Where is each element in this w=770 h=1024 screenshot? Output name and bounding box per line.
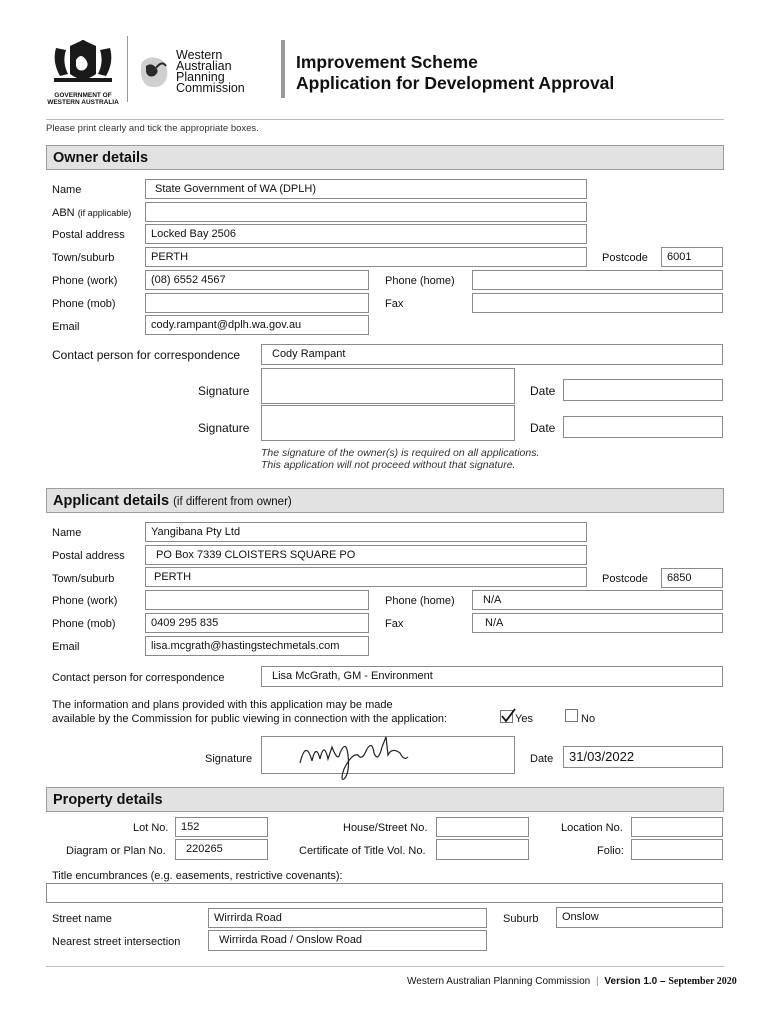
applicant-section-header [46, 488, 724, 513]
lot-field[interactable]: 152 [175, 817, 268, 837]
title-line1: Improvement Scheme [296, 52, 478, 72]
diagram-field[interactable]: 220265 [175, 839, 268, 860]
owner-postal-label: Postal address [52, 229, 125, 241]
property-section-header [46, 787, 724, 812]
applicant-signature-field[interactable] [261, 736, 515, 774]
owner-phone-home-label: Phone (home) [385, 275, 455, 287]
applicant-signature-label: Signature [205, 753, 253, 765]
diagram-label: Diagram or Plan No. [66, 845, 166, 857]
owner-date2-field[interactable] [563, 416, 723, 438]
applicant-section-title: Applicant details [53, 493, 170, 509]
applicant-phone-mob-label: Phone (mob) [52, 618, 116, 630]
owner-date1-label: Date [530, 384, 556, 398]
street-name-field[interactable]: Wirrirda Road [208, 908, 487, 928]
applicant-contact-field[interactable]: Lisa McGrath, GM - Environment [261, 666, 723, 687]
owner-postcode-field[interactable]: 6001 [661, 247, 723, 267]
consent-no-label: No [581, 713, 596, 725]
footer-separator: | [596, 976, 599, 987]
owner-section-title: Owner details [53, 150, 149, 166]
encumbrance-label: Title encumbrances (e.g. easements, restrictive covenants): [52, 870, 343, 882]
owner-abn-label [52, 206, 131, 220]
applicant-phone-home-label: Phone (home) [385, 595, 455, 607]
applicant-email-field[interactable]: lisa.mcgrath@hastingstechmetals.com [145, 636, 369, 656]
applicant-name-field[interactable]: Yangibana Pty Ltd [145, 522, 587, 542]
cert-field[interactable] [436, 839, 529, 860]
wapc-name-line4: Commission [176, 81, 245, 95]
owner-signature2-field[interactable] [261, 405, 515, 441]
applicant-phone-mob-field[interactable]: 0409 295 835 [145, 613, 369, 633]
consent-yes-label: Yes [515, 713, 533, 725]
house-label: House/Street No. [343, 822, 428, 834]
applicant-consent-line1: The information and plans provided with this application may be made [52, 699, 393, 711]
owner-email-field[interactable]: cody.rampant@dplh.wa.gov.au [145, 315, 369, 335]
applicant-phone-work-field[interactable] [145, 590, 369, 610]
owner-phone-work-field[interactable]: (08) 6552 4567 [145, 270, 369, 290]
owner-section-header [46, 145, 724, 170]
owner-phone-mob-label: Phone (mob) [52, 298, 116, 310]
applicant-date-label: Date [530, 753, 554, 765]
applicant-town-label: Town/suburb [52, 573, 115, 585]
intersection-field[interactable]: Wirrirda Road / Onslow Road [208, 930, 487, 951]
lot-label: Lot No. [133, 822, 169, 834]
suburb-label: Suburb [503, 913, 539, 925]
wapc-name-line1: Western [176, 48, 223, 62]
intersection-label: Nearest street intersection [52, 936, 181, 948]
house-field[interactable] [436, 817, 529, 837]
footer-rule [46, 966, 724, 967]
owner-date1-field[interactable] [563, 379, 723, 401]
wapc-logo-icon [136, 52, 172, 92]
property-section-title: Property details [53, 792, 163, 808]
gov-name-line2: WESTERN AUSTRALIA [47, 99, 119, 106]
applicant-date-field[interactable]: 31/03/2022 [563, 746, 723, 768]
applicant-phone-work-label: Phone (work) [52, 595, 118, 607]
applicant-consent-line2: available by the Commission for public viewing in connection with the application: [52, 713, 447, 725]
owner-signature2-label: Signature [198, 421, 250, 435]
instruction-text: Please print clearly and tick the appropriate boxes. [46, 123, 259, 134]
footer-text [407, 975, 737, 989]
owner-contact-label: Contact person for correspondence [52, 348, 241, 362]
owner-name-field[interactable]: State Government of WA (DPLH) [145, 179, 587, 199]
applicant-contact-label: Contact person for correspondence [52, 672, 225, 684]
owner-phone-mob-field[interactable] [145, 293, 369, 313]
encumbrance-field[interactable] [46, 883, 723, 903]
owner-signature-note-line1: The signature of the owner(s) is required on all applications. [261, 447, 540, 459]
owner-abn-field[interactable] [145, 202, 587, 222]
government-crest [48, 38, 118, 92]
owner-contact-field[interactable]: Cody Rampant [261, 344, 723, 365]
owner-date2-label: Date [530, 421, 556, 435]
applicant-postcode-label: Postcode [602, 573, 648, 585]
owner-fax-field[interactable] [472, 293, 723, 313]
applicant-town-field[interactable]: PERTH [145, 567, 587, 587]
owner-signature1-field[interactable] [261, 368, 515, 404]
wapc-name-line3: Planning [176, 70, 225, 84]
consent-no-checkbox[interactable] [565, 709, 578, 722]
applicant-section-subtitle: (if different from owner) [173, 496, 292, 508]
applicant-postcode-field[interactable]: 6850 [661, 568, 723, 588]
applicant-fax-field[interactable]: N/A [472, 613, 723, 633]
abn-note: (if applicable) [77, 208, 132, 218]
folio-field[interactable] [631, 839, 723, 860]
applicant-fax-label: Fax [385, 618, 404, 630]
owner-phone-work-label: Phone (work) [52, 275, 118, 287]
gov-name-line1: GOVERNMENT OF [54, 92, 112, 99]
consent-yes-checkbox[interactable] [500, 710, 513, 723]
owner-phone-home-field[interactable] [472, 270, 723, 290]
location-label: Location No. [561, 822, 623, 834]
street-name-label: Street name [52, 913, 112, 925]
location-field[interactable] [631, 817, 723, 837]
owner-town-label: Town/suburb [52, 252, 115, 264]
footer-org: Western Australian Planning Commission [407, 976, 591, 987]
applicant-name-label: Name [52, 527, 82, 539]
owner-fax-label: Fax [385, 298, 404, 310]
owner-town-field[interactable]: PERTH [145, 247, 587, 267]
header-divider [127, 36, 128, 102]
owner-postal-field[interactable]: Locked Bay 2506 [145, 224, 587, 244]
applicant-postal-field[interactable]: PO Box 7339 CLOISTERS SQUARE PO [145, 545, 587, 565]
owner-signature-note-line2: This application will not proceed without that signature. [261, 459, 516, 471]
owner-email-label: Email [52, 321, 80, 333]
title-accent-bar [281, 40, 285, 98]
applicant-email-label: Email [52, 641, 80, 653]
owner-name-label: Name [52, 184, 82, 196]
owner-signature1-label: Signature [198, 384, 250, 398]
header-rule [46, 119, 724, 120]
owner-postcode-label: Postcode [602, 252, 648, 264]
footer-version: Version 1.0 – [604, 976, 666, 987]
suburb-field[interactable]: Onslow [556, 907, 723, 928]
footer-date: September 2020 [668, 976, 737, 987]
folio-label: Folio: [597, 845, 624, 857]
wapc-name-line2: Australian [176, 59, 232, 73]
checkmark-icon [500, 708, 516, 724]
applicant-postal-label: Postal address [52, 550, 125, 562]
cert-label: Certificate of Title Vol. No. [299, 845, 426, 857]
applicant-phone-home-field[interactable]: N/A [472, 590, 723, 610]
handwritten-signature-icon [296, 733, 416, 783]
abn-label-text: ABN [52, 207, 75, 219]
title-line2: Application for Development Approval [296, 73, 615, 93]
